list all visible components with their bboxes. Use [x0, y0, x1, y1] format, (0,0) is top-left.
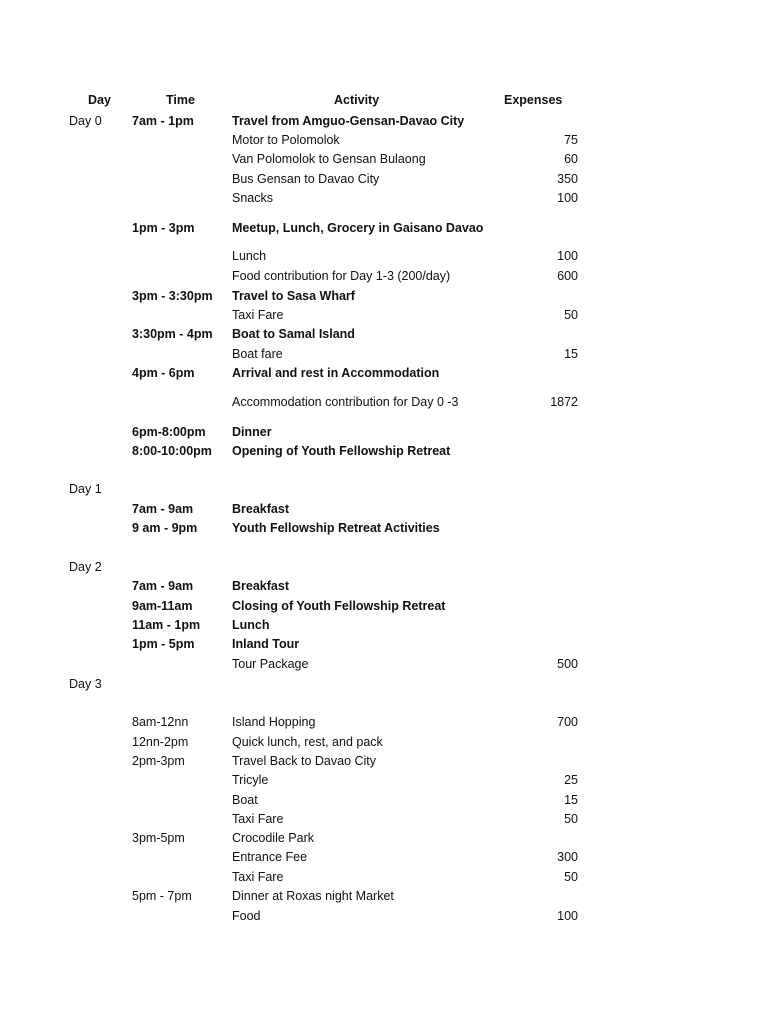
- row-activity: Boat: [232, 793, 258, 807]
- row-activity: Taxi Fare: [232, 870, 284, 884]
- row-activity: Youth Fellowship Retreat Activities: [232, 521, 440, 535]
- row-activity: Entrance Fee: [232, 850, 308, 864]
- header-day: Day: [88, 93, 111, 107]
- row-expense: 75: [564, 133, 578, 147]
- row-day: Day 3: [69, 677, 102, 691]
- row-activity: Snacks: [232, 191, 273, 205]
- row-activity: Crocodile Park: [232, 831, 314, 845]
- row-day: Day 0: [69, 114, 102, 128]
- row-activity: Meetup, Lunch, Grocery in Gaisano Davao: [232, 221, 484, 235]
- row-time: 11am - 1pm: [132, 618, 201, 632]
- row-expense: 100: [557, 909, 578, 923]
- row-time: 7am - 1pm: [132, 114, 194, 128]
- row-activity: Travel from Amguo-Gensan-Davao City: [232, 114, 465, 128]
- row-activity: Food: [232, 909, 261, 923]
- header-time: Time: [166, 93, 195, 107]
- row-activity: Travel to Sasa Wharf: [232, 289, 355, 303]
- row-time: 1pm - 3pm: [132, 221, 195, 235]
- row-time: 3pm-5pm: [132, 831, 185, 845]
- row-expense: 60: [564, 152, 578, 166]
- row-activity: Dinner at Roxas night Market: [232, 889, 394, 903]
- row-expense: 25: [564, 773, 578, 787]
- header-expenses: Expenses: [504, 93, 563, 107]
- row-activity: Accommodation contribution for Day 0 -3: [232, 395, 459, 409]
- row-activity: Lunch: [232, 249, 267, 263]
- row-expense: 15: [564, 347, 578, 361]
- row-expense: 1872: [550, 395, 578, 409]
- row-time: 8:00-10:00pm: [132, 444, 212, 458]
- row-activity: Tour Package: [232, 657, 309, 671]
- row-time: 7am - 9am: [132, 502, 194, 516]
- row-expense: 100: [557, 191, 578, 205]
- row-expense: 100: [557, 249, 578, 263]
- row-activity: Food contribution for Day 1-3 (200/day): [232, 269, 451, 283]
- row-expense: 50: [564, 308, 578, 322]
- row-time: 9 am - 9pm: [132, 521, 198, 535]
- row-activity: Boat to Samal Island: [232, 327, 355, 341]
- row-activity: Closing of Youth Fellowship Retreat: [232, 599, 446, 613]
- row-time: 12nn-2pm: [132, 735, 189, 749]
- row-activity: Taxi Fare: [232, 308, 284, 322]
- row-activity: Breakfast: [232, 579, 289, 593]
- row-activity: Inland Tour: [232, 637, 300, 651]
- row-expense: 50: [564, 812, 578, 826]
- row-activity: Taxi Fare: [232, 812, 284, 826]
- row-activity: Opening of Youth Fellowship Retreat: [232, 444, 451, 458]
- row-time: 3:30pm - 4pm: [132, 327, 213, 341]
- row-expense: 350: [557, 172, 578, 186]
- row-expense: 300: [557, 850, 578, 864]
- row-activity: Arrival and rest in Accommodation: [232, 366, 440, 380]
- row-activity: Quick lunch, rest, and pack: [232, 735, 383, 749]
- row-expense: 500: [557, 657, 578, 671]
- row-time: 7am - 9am: [132, 579, 194, 593]
- row-time: 4pm - 6pm: [132, 366, 195, 380]
- row-day: Day 1: [69, 482, 102, 496]
- header-activity: Activity: [334, 93, 380, 107]
- row-day: Day 2: [69, 560, 102, 574]
- row-activity: Dinner: [232, 425, 272, 439]
- row-time: 8am-12nn: [132, 715, 189, 729]
- row-time: 6pm-8:00pm: [132, 425, 206, 439]
- row-expense: 50: [564, 870, 578, 884]
- row-time: 9am-11am: [132, 599, 193, 613]
- row-activity: Bus Gensan to Davao City: [232, 172, 380, 186]
- row-activity: Travel Back to Davao City: [232, 754, 377, 768]
- row-time: 5pm - 7pm: [132, 889, 192, 903]
- row-expense: 600: [557, 269, 578, 283]
- row-activity: Island Hopping: [232, 715, 316, 729]
- row-expense: 15: [564, 793, 578, 807]
- row-activity: Boat fare: [232, 347, 283, 361]
- row-activity: Breakfast: [232, 502, 289, 516]
- row-activity: Tricyle: [232, 773, 269, 787]
- row-activity: Lunch: [232, 618, 270, 632]
- row-time: 1pm - 5pm: [132, 637, 195, 651]
- row-expense: 700: [557, 715, 578, 729]
- row-activity: Van Polomolok to Gensan Bulaong: [232, 152, 426, 166]
- row-activity: Motor to Polomolok: [232, 133, 340, 147]
- row-time: 2pm-3pm: [132, 754, 185, 768]
- row-time: 3pm - 3:30pm: [132, 289, 213, 303]
